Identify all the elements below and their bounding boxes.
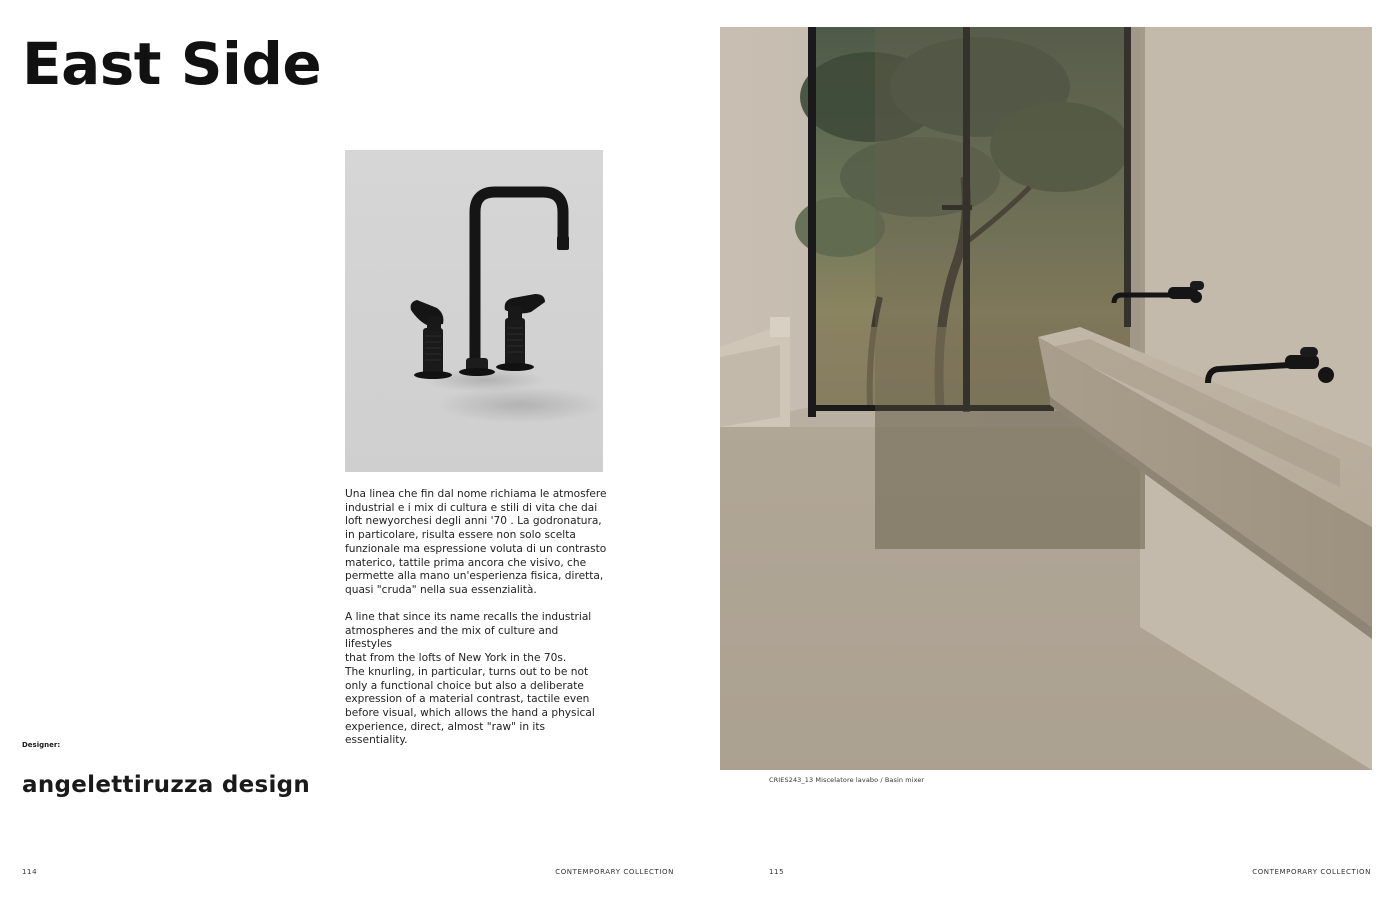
product-photo-basin-mixer — [345, 150, 603, 472]
photo-caption: CRIES243_13 Miscelatore lavabo / Basin mixer — [769, 776, 925, 784]
designer-name: angelettiruzza design — [22, 772, 311, 798]
description-english: A line that since its name recalls the industrial atmospheres and the mix of culture and lifestyles that from the lofts of New York in the 70s. The knurling, in particular, turns out to be not only a functional choice but also a deliberate expression of a material contrast, tactile even before visual, which allows the hand a physical experience, direct, almost "raw" in its essentiality. — [345, 611, 595, 747]
page-title: East Side — [22, 30, 322, 98]
designer-label: Designer: — [22, 741, 61, 749]
description-italian: Una linea che fin dal nome richiama le atmosfere industrial e i mix di cultura e stili di vita che dai loft newyorchesi degli anni '70 . La godronatura, in particolare, risulta essere non solo scelta funzionale ma espressione voluta di un contrasto materico, tattile prima ancora che visivo, che permette alla mano un'esperienza fisica, diretta, quasi "cruda" nella sua essenzialità. — [345, 488, 607, 596]
page-number-right: 115 — [769, 868, 785, 876]
right-page — [697, 0, 1394, 901]
page-number-left: 114 — [22, 868, 38, 876]
running-head-left: CONTEMPORARY COLLECTION — [555, 868, 674, 876]
bathroom-scene-photo — [720, 27, 1372, 770]
running-head-right: CONTEMPORARY COLLECTION — [1252, 868, 1371, 876]
